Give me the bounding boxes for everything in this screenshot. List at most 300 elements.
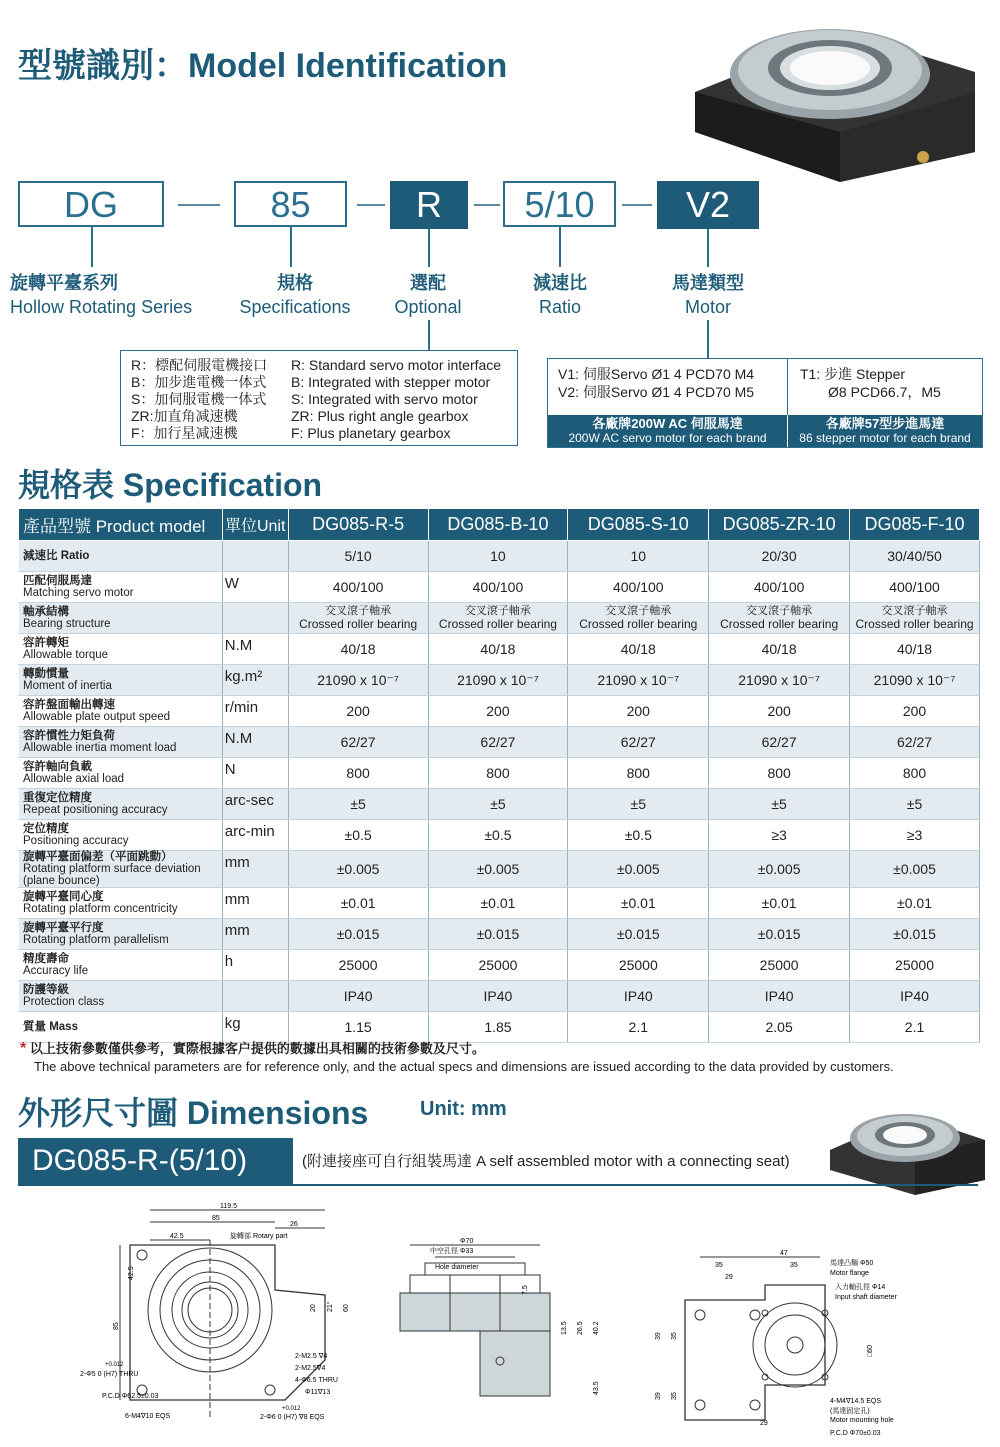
label-motor xyxy=(648,271,768,319)
option-en: F: Plus planetary gearbox xyxy=(291,425,451,441)
spec-title-cn: 規格表 xyxy=(18,467,115,503)
cell-line-en: Crossed roller bearing xyxy=(579,616,698,631)
dim-phi6: 2-Φ6 0 (H7) ∇8 EQS xyxy=(260,1414,325,1421)
row-label-cn: 減速比 Ratio xyxy=(23,550,90,562)
table-cell: ±0.01 xyxy=(568,888,709,919)
code-ratio: 5/10 xyxy=(524,184,595,225)
dim-v39-b: 39 xyxy=(655,1392,662,1400)
option-row xyxy=(131,425,507,442)
table-row xyxy=(19,603,980,634)
code-box-spec xyxy=(234,181,347,227)
label-series-en: Hollow Rotating Series xyxy=(10,297,193,317)
label-optional-en: Optional xyxy=(394,297,462,317)
label-series xyxy=(10,271,210,319)
table-cell: 62/27 xyxy=(428,727,568,758)
table-cell: 62/27 xyxy=(568,727,709,758)
header-model: DG085-R-5 xyxy=(288,509,428,541)
table-row xyxy=(19,696,980,727)
table-cell: 40/18 xyxy=(850,634,980,665)
table-cell: 800 xyxy=(568,758,709,789)
table-cell: 40/18 xyxy=(428,634,568,665)
row-label-en: Accuracy life xyxy=(23,965,89,977)
row-unit: mm xyxy=(222,919,288,950)
cell-line-cn: 交叉滾子軸承 xyxy=(464,604,531,617)
dim-v42-5: 42.5 xyxy=(128,1266,135,1280)
row-label xyxy=(19,634,223,665)
table-cell: ±0.01 xyxy=(850,888,980,919)
row-label xyxy=(19,758,223,789)
motor-servo-cn: 各廠牌200W AC 伺服馬達 xyxy=(592,416,743,431)
connector-line xyxy=(428,229,430,267)
dim-unit: Unit: mm xyxy=(420,1098,507,1120)
table-cell: 40/18 xyxy=(709,634,850,665)
row-label-cn: 定位精度 xyxy=(23,823,69,835)
drawing-side-view xyxy=(390,1235,620,1410)
table-cell xyxy=(428,603,568,634)
motor-v1: V1: 伺服Servo Ø1 4 PCD70 M4 xyxy=(558,366,755,382)
code-spec: 85 xyxy=(270,184,311,225)
option-cn: ZR:加直角减速機 xyxy=(131,408,238,424)
table-row xyxy=(19,950,980,981)
row-label-cn: 精度壽命 xyxy=(23,953,69,965)
table-row xyxy=(19,789,980,820)
separator-dash xyxy=(474,204,500,206)
dim-phi5: 2-Φ5 0 (H7) THRU xyxy=(80,1371,139,1378)
input-shaft-cn: 入力軸孔徑 Φ14 xyxy=(835,1284,886,1291)
table-row xyxy=(19,541,980,572)
dim-phi6-5: 4-Φ6.5 THRU xyxy=(295,1377,338,1384)
label-ratio-cn: 減速比 xyxy=(533,273,587,293)
row-label-cn: 防護等級 xyxy=(23,984,69,996)
row-unit: N.M xyxy=(222,634,288,665)
row-unit: h xyxy=(222,950,288,981)
table-cell: 62/27 xyxy=(288,727,428,758)
table-cell: 1.15 xyxy=(288,1012,428,1043)
row-label-en: Allowable plate output speed xyxy=(23,711,171,723)
dim-pcd70: P.C.D Φ70±0.03 xyxy=(830,1430,881,1437)
table-cell: 5/10 xyxy=(288,541,428,572)
table-cell: 2.1 xyxy=(850,1012,980,1043)
table-cell: IP40 xyxy=(850,981,980,1012)
dim-title xyxy=(18,1088,368,1134)
row-label xyxy=(19,789,223,820)
dim-40-2: 40.2 xyxy=(593,1321,600,1335)
row-unit: kg.m² xyxy=(222,665,288,696)
dim-m4-mount: 4-M4∇14.5 EQS xyxy=(830,1398,881,1405)
dim-47: 47 xyxy=(780,1250,788,1257)
row-unit: W xyxy=(222,572,288,603)
cell-line-en: Crossed roller bearing xyxy=(720,616,839,631)
input-shaft-en: Input shaft diameter xyxy=(835,1294,897,1301)
row-label xyxy=(19,541,223,572)
table-cell: ±0.5 xyxy=(288,820,428,851)
row-label-en: Rotating platform surface deviation (plane bounce) xyxy=(23,863,201,887)
spec-table xyxy=(18,508,980,1043)
dim-phi11: Φ11∇13 xyxy=(305,1389,331,1396)
cell-line-en: Crossed roller bearing xyxy=(438,616,557,631)
table-cell: 21090 x 10⁻⁷ xyxy=(288,665,428,696)
dim-m25-b: 2-M2.5∇4 xyxy=(295,1365,326,1372)
label-spec-en: Specifications xyxy=(239,297,351,317)
connector-line xyxy=(559,227,561,267)
label-ratio-en: Ratio xyxy=(538,297,582,317)
row-label xyxy=(19,919,223,950)
header-model: DG085-ZR-10 xyxy=(709,509,850,541)
table-cell: 62/27 xyxy=(850,727,980,758)
row-unit: kg xyxy=(222,1012,288,1043)
code-optional: R xyxy=(416,184,442,225)
row-label xyxy=(19,981,223,1012)
table-cell: 25000 xyxy=(428,950,568,981)
dim-29-b: 29 xyxy=(760,1420,768,1427)
table-cell: 2.05 xyxy=(709,1012,850,1043)
table-row xyxy=(19,820,980,851)
table-cell: 10 xyxy=(428,541,568,572)
row-label-cn: 容許軸向負載 xyxy=(23,761,92,773)
motor-flange-en: Motor flange xyxy=(830,1270,869,1277)
table-row xyxy=(19,981,980,1012)
option-en: B: Integrated with stepper motor xyxy=(291,374,491,390)
table-cell: IP40 xyxy=(428,981,568,1012)
table-cell: 30/40/50 xyxy=(850,541,980,572)
connector-line xyxy=(707,229,709,267)
table-cell: 200 xyxy=(288,696,428,727)
label-spec xyxy=(225,271,365,319)
table-cell: 400/100 xyxy=(850,572,980,603)
dim-v35-a: 35 xyxy=(671,1332,678,1340)
dim-tol2: +0.012 xyxy=(282,1406,301,1412)
dim-43-5: 43.5 xyxy=(593,1381,600,1395)
table-cell: ±0.005 xyxy=(428,851,568,888)
dim-26: 26 xyxy=(290,1221,298,1228)
option-row xyxy=(131,357,507,374)
dim-v21: 21° xyxy=(327,1301,334,1312)
code-box-ratio xyxy=(503,181,616,227)
table-cell xyxy=(568,603,709,634)
row-label-en: Matching servo motor xyxy=(23,587,134,599)
table-cell: 21090 x 10⁻⁷ xyxy=(850,665,980,696)
cell-line-cn: 交叉滾子軸承 xyxy=(325,604,392,617)
table-cell: 200 xyxy=(568,696,709,727)
label-optional xyxy=(368,271,488,319)
dim-35-a: 35 xyxy=(715,1262,723,1269)
dim-m25-a: 2-M2.5 ∇4 xyxy=(295,1353,328,1360)
row-label-en: Protection class xyxy=(23,996,105,1008)
row-unit: N xyxy=(222,758,288,789)
table-cell: 25000 xyxy=(709,950,850,981)
option-row xyxy=(131,391,507,408)
table-cell: 400/100 xyxy=(568,572,709,603)
dim-85: 85 xyxy=(212,1215,220,1222)
row-label-cn: 軸承結構 xyxy=(23,606,69,618)
row-unit xyxy=(222,981,288,1012)
drawing-top-view xyxy=(70,1200,370,1435)
table-cell: 2.1 xyxy=(568,1012,709,1043)
table-cell: 400/100 xyxy=(288,572,428,603)
table-cell: ±5 xyxy=(850,789,980,820)
motor-servo-en: 200W AC servo motor for each brand xyxy=(568,431,767,445)
option-cn: R：標配伺服電機接口 xyxy=(131,357,268,373)
label-spec-cn: 規格 xyxy=(277,273,313,293)
option-cn: F：加行星减速機 xyxy=(131,425,238,441)
table-cell: ±0.015 xyxy=(568,919,709,950)
option-en: ZR: Plus right angle gearbox xyxy=(291,408,469,424)
motor-box xyxy=(547,358,983,448)
dim-v35-b: 35 xyxy=(671,1392,678,1400)
table-cell: ±5 xyxy=(428,789,568,820)
separator-dash xyxy=(357,204,385,206)
product-image-top xyxy=(675,12,985,182)
table-cell: ±0.005 xyxy=(568,851,709,888)
row-label-cn: 容許盤面輸出轉速 xyxy=(23,699,115,711)
page-title xyxy=(18,38,507,87)
dim-title-en: Dimensions xyxy=(186,1095,369,1131)
option-en: R: Standard servo motor interface xyxy=(291,357,502,373)
cell-line-cn: 交叉滾子軸承 xyxy=(746,604,813,617)
header-unit: 單位Unit xyxy=(222,509,288,541)
table-cell: ±0.015 xyxy=(850,919,980,950)
table-cell: ≥3 xyxy=(709,820,850,851)
rotary-part-label: 旋轉部 Rotary part xyxy=(230,1233,288,1240)
connector-line xyxy=(428,320,430,350)
row-label-en: Rotating platform concentricity xyxy=(23,903,178,915)
cell-line-cn: 交叉滾子軸承 xyxy=(605,604,672,617)
cell-line-cn: 交叉滾子軸承 xyxy=(881,604,948,617)
row-label xyxy=(19,888,223,919)
motor-step-en: 86 stepper motor for each brand xyxy=(799,431,971,445)
table-cell: 20/30 xyxy=(709,541,850,572)
spec-title-en: Specification xyxy=(122,467,323,503)
label-optional-cn: 選配 xyxy=(410,273,446,293)
table-cell: 40/18 xyxy=(288,634,428,665)
table-row xyxy=(19,919,980,950)
table-cell xyxy=(288,603,428,634)
row-label-en: Allowable inertia moment load xyxy=(23,742,177,754)
table-cell: IP40 xyxy=(288,981,428,1012)
dim-13-5: 13.5 xyxy=(561,1321,568,1335)
table-cell: 400/100 xyxy=(709,572,850,603)
row-label xyxy=(19,696,223,727)
code-box-motor xyxy=(657,181,759,229)
cell-line-en: Crossed roller bearing xyxy=(299,616,418,631)
motor-v2: V2: 伺服Servo Ø1 4 PCD70 M5 xyxy=(558,384,755,400)
table-cell: ±0.015 xyxy=(288,919,428,950)
table-cell: 25000 xyxy=(850,950,980,981)
dim-42-5: 42.5 xyxy=(170,1233,184,1240)
dim-sq60: □60 xyxy=(867,1344,874,1357)
header-model: DG085-S-10 xyxy=(568,509,709,541)
table-cell: 21090 x 10⁻⁷ xyxy=(428,665,568,696)
dim-29: 29 xyxy=(725,1274,733,1281)
option-en: S: Integrated with servo motor xyxy=(291,391,478,407)
option-row xyxy=(131,408,507,425)
dim-v39-a: 39 xyxy=(655,1332,662,1340)
row-label xyxy=(19,820,223,851)
row-label-en: Bearing structure xyxy=(23,618,111,630)
table-cell: ≥3 xyxy=(850,820,980,851)
table-cell: 800 xyxy=(709,758,850,789)
label-motor-en: Motor xyxy=(684,297,731,317)
row-label-cn: 質量 Mass xyxy=(23,1021,78,1033)
dim-title-cn: 外形尺寸圖 xyxy=(18,1095,179,1131)
code-box-optional xyxy=(390,181,468,229)
table-cell: 200 xyxy=(850,696,980,727)
table-cell: 800 xyxy=(428,758,568,789)
spec-table-body xyxy=(19,541,980,1043)
table-cell xyxy=(850,603,980,634)
row-label-en: Allowable axial load xyxy=(23,773,125,785)
dim-m4: 6-M4∇10 EQS xyxy=(125,1413,171,1420)
table-cell: ±0.015 xyxy=(428,919,568,950)
row-label-en: Repeat positioning accuracy xyxy=(23,804,168,816)
table-cell: 62/27 xyxy=(709,727,850,758)
row-unit: arc-min xyxy=(222,820,288,851)
table-cell: ±0.005 xyxy=(288,851,428,888)
row-label-en: Allowable torque xyxy=(23,649,109,661)
table-cell: ±0.01 xyxy=(288,888,428,919)
table-cell: ±0.01 xyxy=(709,888,850,919)
table-cell: ±0.01 xyxy=(428,888,568,919)
row-label-cn: 旋轉平臺平行度 xyxy=(23,922,104,934)
label-motor-cn: 馬達類型 xyxy=(672,273,744,293)
title-en: Model Identification xyxy=(188,47,508,85)
table-cell: ±0.5 xyxy=(428,820,568,851)
table-cell: 200 xyxy=(709,696,850,727)
table-cell: ±0.5 xyxy=(568,820,709,851)
table-row xyxy=(19,851,980,888)
dim-pcd62-5: P.C.D Φ62.5±0.03 xyxy=(102,1393,159,1400)
dim-7-5: 7.5 xyxy=(522,1285,529,1295)
motor-t1: T1: 步進 Stepper xyxy=(800,366,906,382)
row-label xyxy=(19,1012,223,1043)
note-en: The above technical parameters are for reference only, and the actual specs and dimensions are issued according to the data provided by customers. xyxy=(34,1059,894,1074)
cell-line-en: Crossed roller bearing xyxy=(855,616,974,631)
row-unit xyxy=(222,541,288,572)
row-unit: arc-sec xyxy=(222,789,288,820)
table-row xyxy=(19,888,980,919)
connector-line xyxy=(707,320,709,358)
table-cell: 400/100 xyxy=(428,572,568,603)
table-cell: ±0.015 xyxy=(709,919,850,950)
connector-line xyxy=(91,227,93,267)
dim-phi70: Φ70 xyxy=(460,1238,474,1245)
row-label xyxy=(19,572,223,603)
option-row xyxy=(131,374,507,391)
table-cell: 10 xyxy=(568,541,709,572)
separator-dash xyxy=(178,204,220,206)
connector-line xyxy=(290,227,292,267)
note-star: * xyxy=(20,1040,27,1057)
table-cell: ±0.005 xyxy=(709,851,850,888)
table-cell: 25000 xyxy=(568,950,709,981)
table-row xyxy=(19,572,980,603)
label-series-cn: 旋轉平臺系列 xyxy=(10,273,118,293)
table-cell: ±0.005 xyxy=(850,851,980,888)
table-row xyxy=(19,634,980,665)
separator-dash xyxy=(622,204,652,206)
dim-v20: 20 xyxy=(310,1304,317,1312)
note xyxy=(20,1040,894,1076)
code-motor: V2 xyxy=(685,184,731,225)
table-header-row xyxy=(19,509,980,541)
hole-diameter-cn: 中空孔徑 Φ33 xyxy=(430,1248,474,1255)
row-label-cn: 容許轉矩 xyxy=(23,637,69,649)
table-cell: IP40 xyxy=(568,981,709,1012)
row-label xyxy=(19,603,223,634)
table-row xyxy=(19,665,980,696)
dim-model-rule xyxy=(18,1184,978,1186)
dim-v60: 60 xyxy=(343,1304,350,1312)
motor-step-cn: 各廠牌57型步進馬達 xyxy=(825,416,945,431)
option-cn: B：加步進電機一体式 xyxy=(131,374,267,390)
table-row xyxy=(19,758,980,789)
product-image-small xyxy=(825,1105,990,1195)
dim-119: 119.5 xyxy=(220,1203,237,1210)
table-cell: 800 xyxy=(850,758,980,789)
drawing-bottom-view xyxy=(640,1245,940,1440)
row-label-cn: 旋轉平臺面偏差（平面跳動） xyxy=(23,851,173,863)
table-cell: 200 xyxy=(428,696,568,727)
dim-v85: 85 xyxy=(113,1322,120,1330)
table-cell: ±5 xyxy=(709,789,850,820)
table-cell: ±5 xyxy=(568,789,709,820)
row-label-cn: 旋轉平臺同心度 xyxy=(23,891,104,903)
row-label-cn: 重復定位精度 xyxy=(23,792,92,804)
table-cell: 1.85 xyxy=(428,1012,568,1043)
table-cell: 21090 x 10⁻⁷ xyxy=(709,665,850,696)
dim-model-label: DG085-R-(5/10) xyxy=(18,1138,293,1184)
table-row xyxy=(19,1012,980,1043)
row-unit: mm xyxy=(222,888,288,919)
row-label xyxy=(19,851,223,888)
table-cell: IP40 xyxy=(709,981,850,1012)
row-unit: N.M xyxy=(222,727,288,758)
spec-title xyxy=(18,460,322,506)
mounting-hole-en: Motor mounting hole xyxy=(830,1417,894,1424)
code-series: DG xyxy=(64,184,118,225)
row-label-en: Rotating platform parallelism xyxy=(23,934,169,946)
code-box-series xyxy=(18,181,164,227)
label-ratio xyxy=(500,271,620,319)
row-unit xyxy=(222,603,288,634)
row-label xyxy=(19,727,223,758)
table-cell: 25000 xyxy=(288,950,428,981)
row-label xyxy=(19,950,223,981)
table-cell xyxy=(709,603,850,634)
header-product-model: 產品型號 Product model xyxy=(19,509,223,541)
table-row xyxy=(19,727,980,758)
table-cell: ±5 xyxy=(288,789,428,820)
dim-26-5: 26.5 xyxy=(577,1321,584,1335)
row-label-en: Positioning accuracy xyxy=(23,835,129,847)
dim-35-b: 35 xyxy=(790,1262,798,1269)
title-cn: 型號識別： xyxy=(18,47,188,85)
hole-diameter-en: Hole diameter xyxy=(435,1264,479,1271)
options-box xyxy=(120,350,518,446)
row-label-cn: 容許慣性力矩負荷 xyxy=(23,730,115,742)
row-label-cn: 轉動慣量 xyxy=(23,668,69,680)
row-label xyxy=(19,665,223,696)
header-model: DG085-B-10 xyxy=(428,509,568,541)
header-model: DG085-F-10 xyxy=(850,509,980,541)
option-cn: S：加伺服電機一体式 xyxy=(131,391,267,407)
row-unit: r/min xyxy=(222,696,288,727)
dim-tol1: +0.012 xyxy=(105,1362,124,1368)
table-cell: 40/18 xyxy=(568,634,709,665)
row-unit: mm xyxy=(222,851,288,888)
table-cell: 800 xyxy=(288,758,428,789)
mounting-hole-cn: (馬達固定孔) xyxy=(830,1408,870,1415)
